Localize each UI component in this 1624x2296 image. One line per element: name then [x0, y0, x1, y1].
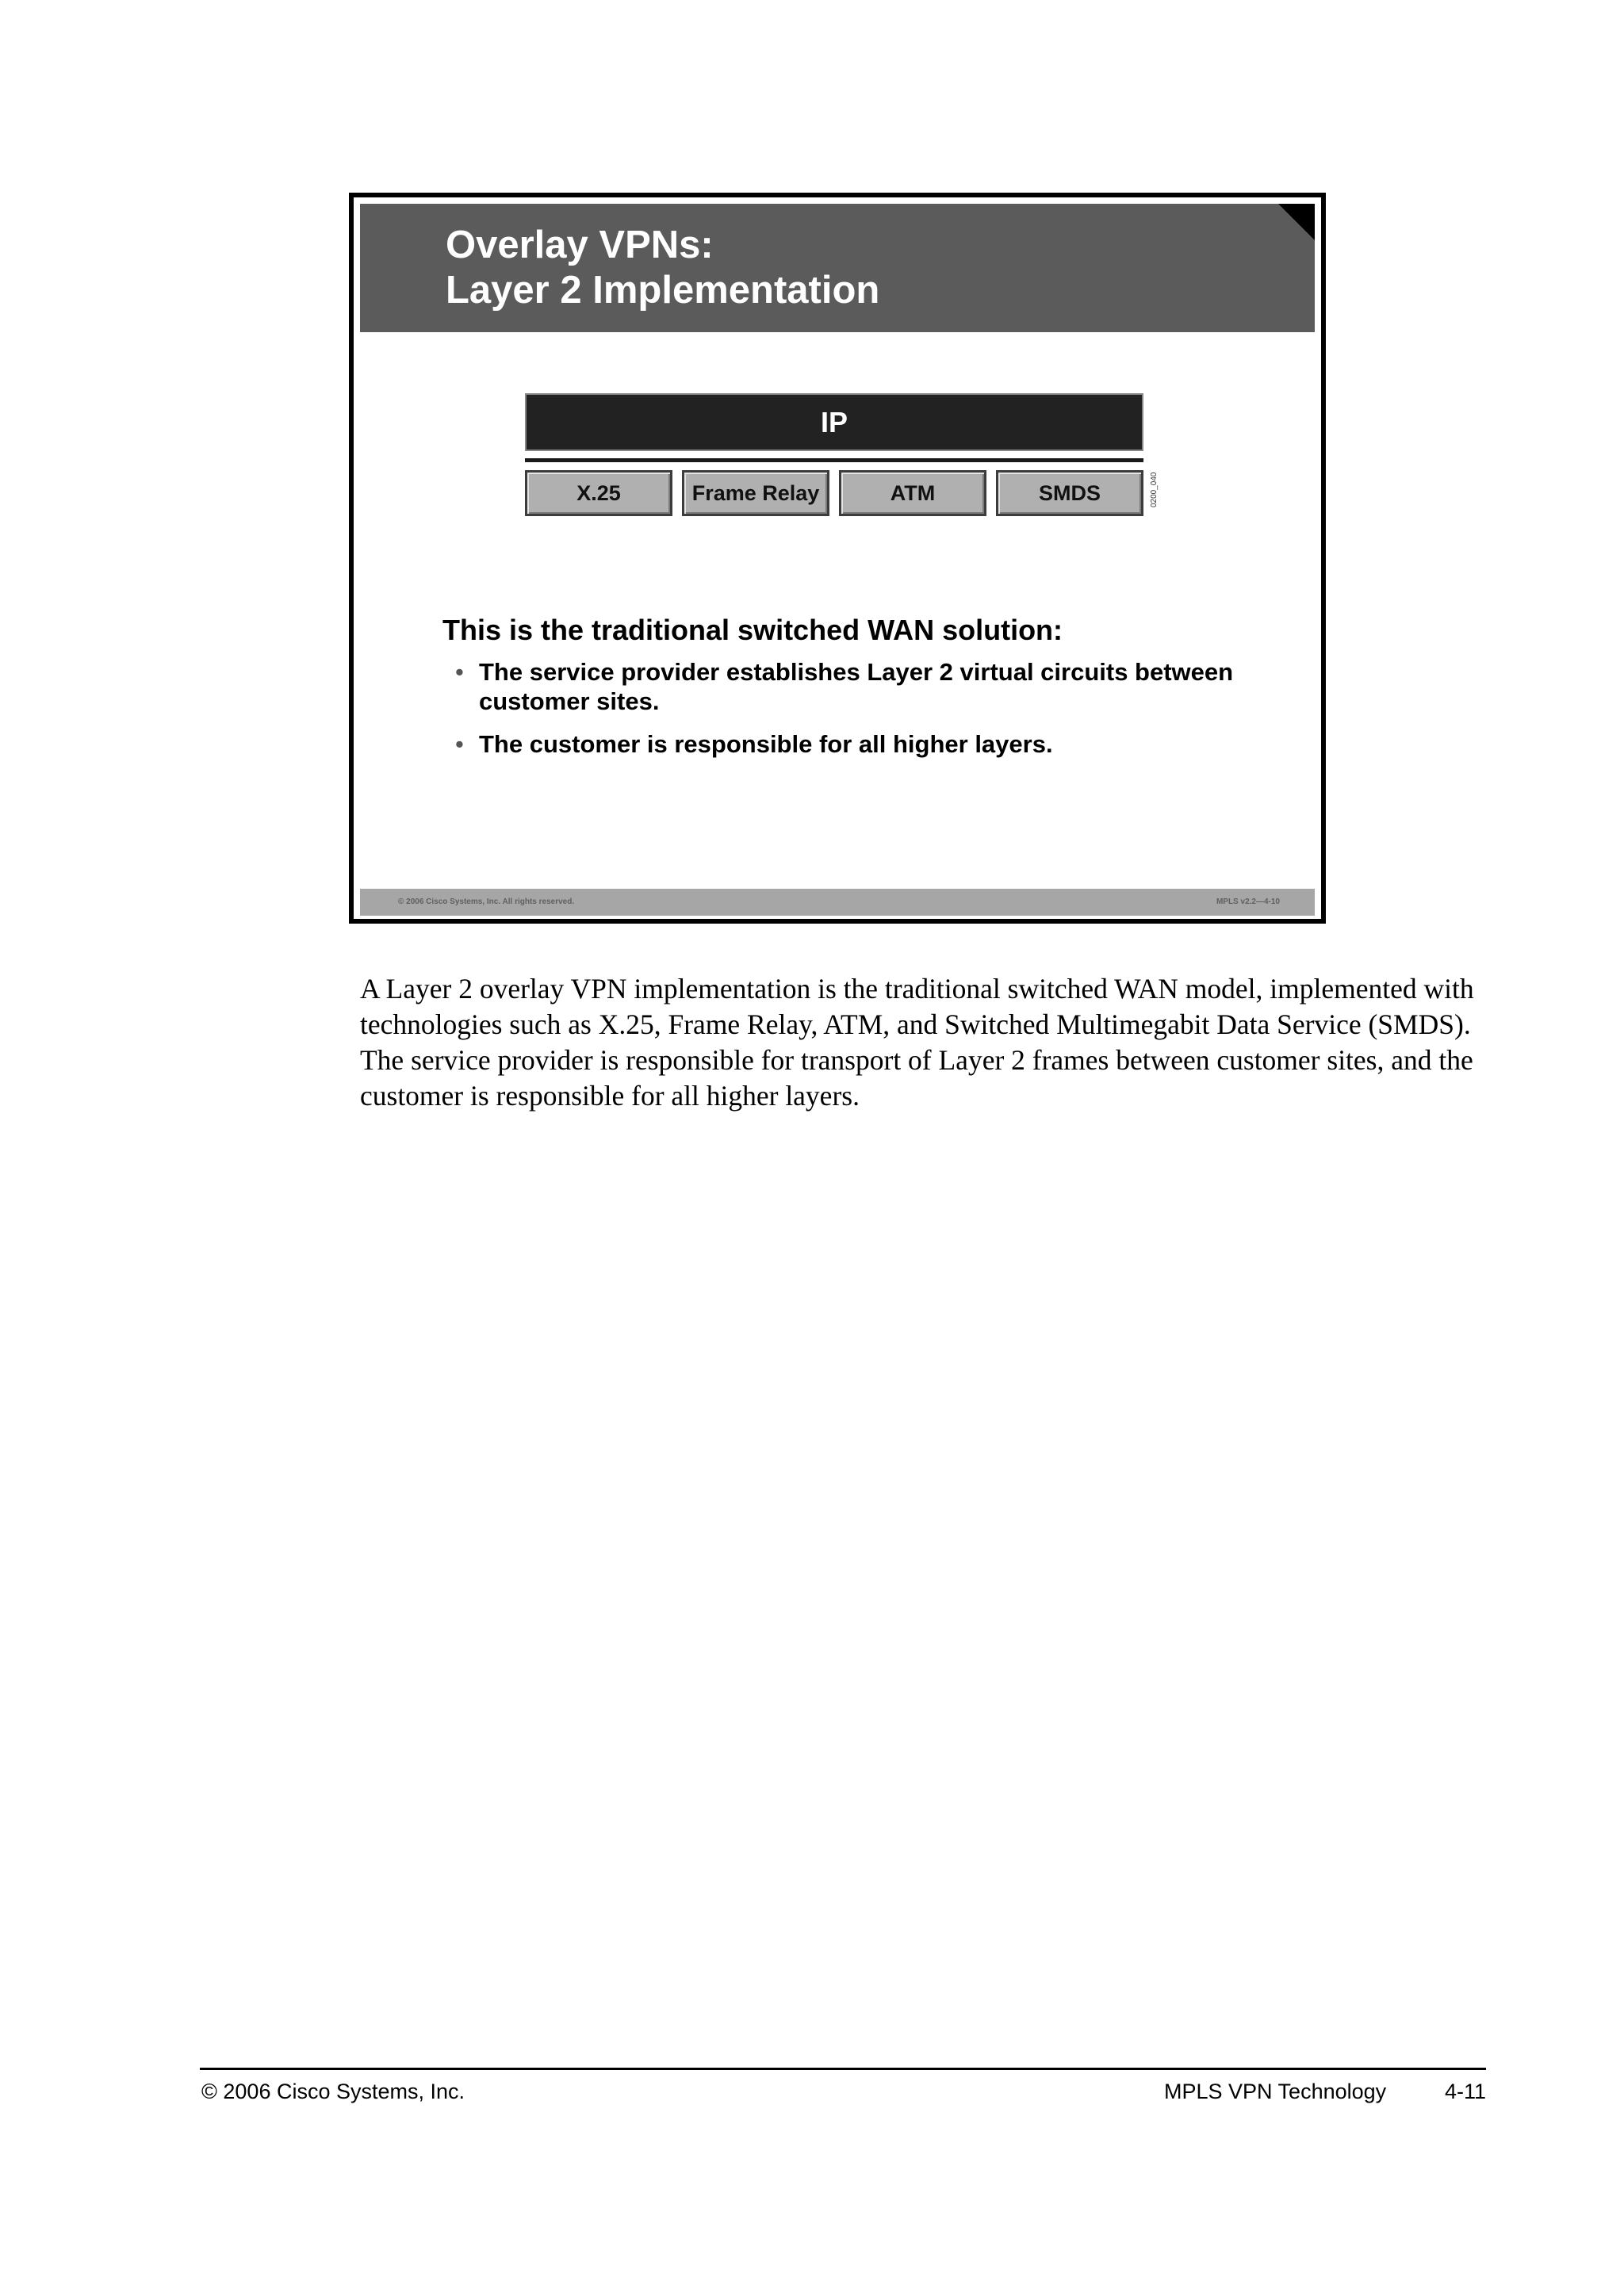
body-paragraph: A Layer 2 overlay VPN implementation is the traditional switched WAN model, implemented with technologies such as X.25, Frame Relay, ATM, and Switched Multimegabit Data Service (SMDS). The service provider is responsible for transport of Layer 2 frames between customer sites, and the customer is responsible for all higher layers.: [360, 973, 1474, 1112]
slide-frame: [349, 193, 1326, 924]
slide-bullet-list: [442, 657, 1235, 772]
slide-bullet-text: The service provider establishes Layer 2 virtual circuits between customer sites.: [479, 658, 1234, 715]
bullet-dot-icon: •: [455, 730, 464, 758]
ip-layer-bar: IP: [525, 393, 1143, 451]
slide-heading: This is the traditional switched WAN solution:: [442, 614, 1063, 646]
slide-footer-id: MPLS v2.2—4-10: [1216, 897, 1280, 906]
slide-title-line-1: Overlay VPNs:: [446, 224, 714, 266]
bullet-dot-icon: •: [455, 658, 464, 686]
slide-bullet-text: The customer is responsible for all higher layers.: [479, 730, 1053, 758]
layer2-box-frame-relay: Frame Relay: [682, 470, 829, 516]
page-number: 4-11: [1445, 2080, 1487, 2103]
layer-divider: [525, 458, 1143, 462]
layer2-row: [525, 470, 1143, 516]
page-footer-copyright: © 2006 Cisco Systems, Inc.: [201, 2080, 465, 2103]
figure-id: 0200_040: [1150, 472, 1159, 507]
slide-title: [446, 223, 879, 313]
page-footer-course: MPLS VPN Technology: [1164, 2080, 1387, 2103]
footer-rule: [200, 2068, 1486, 2070]
slide-bullet: [442, 657, 1235, 716]
layer2-box-smds: SMDS: [996, 470, 1143, 516]
slide-footer-copyright: © 2006 Cisco Systems, Inc. All rights reserved.: [398, 897, 575, 906]
slide-footer-bar: [360, 889, 1315, 916]
corner-fold-icon: [1278, 204, 1315, 240]
layer2-box-x25: X.25: [525, 470, 672, 516]
layer-diagram: [525, 393, 1159, 520]
slide-header: [360, 204, 1315, 332]
slide-title-line-2: Layer 2 Implementation: [446, 269, 880, 312]
layer2-box-atm: ATM: [839, 470, 986, 516]
slide-bullet: [442, 729, 1235, 759]
